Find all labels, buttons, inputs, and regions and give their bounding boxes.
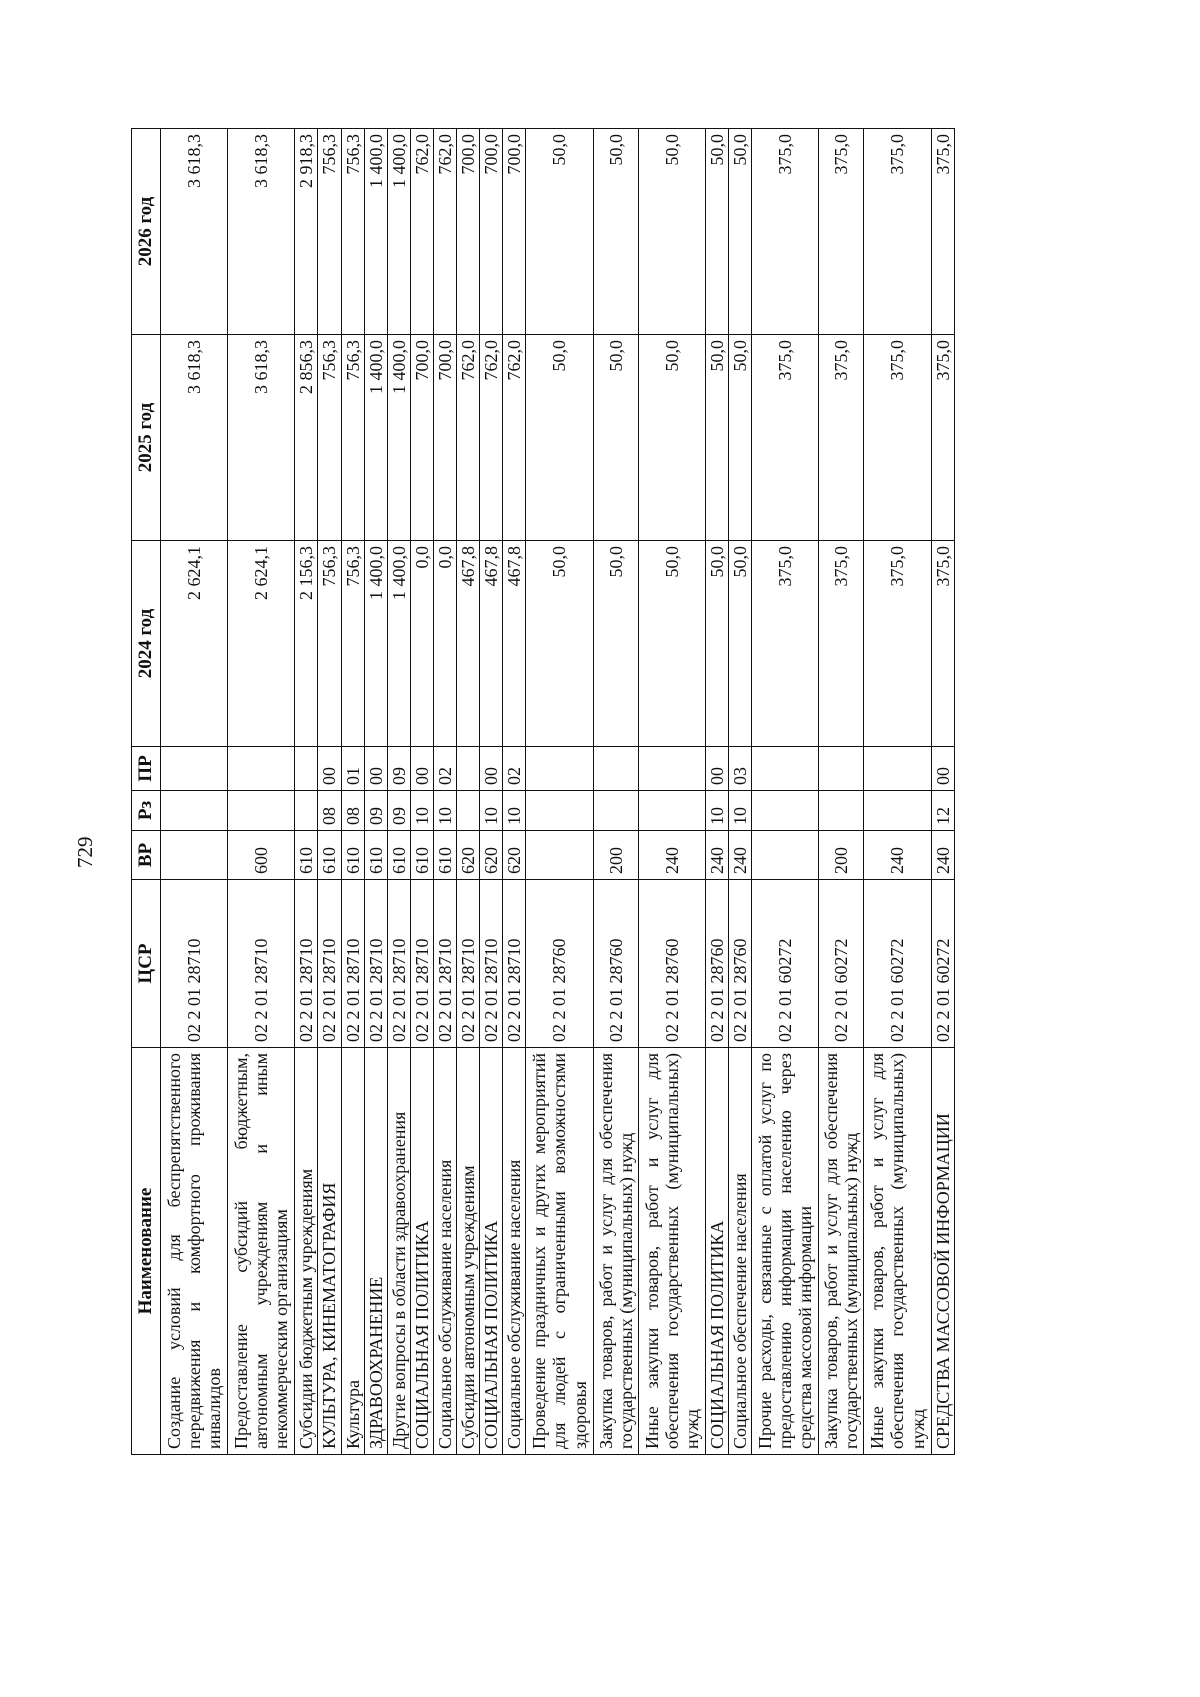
row-name: Иные закупки товаров, работ и услуг для обеспечения государственных (муниципальных) нужд	[638, 1048, 705, 1455]
header-2026: 2026 год	[132, 129, 161, 335]
row-2025: 1 400,0	[364, 335, 387, 541]
table-row	[752, 129, 819, 1455]
row-2026: 50,0	[638, 129, 705, 335]
row-vr: 620	[503, 831, 526, 880]
table-row	[161, 129, 228, 1455]
row-pr: 03	[729, 747, 752, 791]
table-row	[410, 129, 433, 1455]
row-pr: 00	[480, 747, 503, 791]
row-2026: 700,0	[457, 129, 480, 335]
row-rz: 10	[705, 791, 728, 831]
row-2026: 1 400,0	[364, 129, 387, 335]
header-rz: Рз	[132, 791, 161, 831]
row-name: СОЦИАЛЬНАЯ ПОЛИТИКА	[410, 1048, 433, 1455]
row-2026: 700,0	[503, 129, 526, 335]
row-csr: 02 2 01 28710	[480, 880, 503, 1048]
table-row	[593, 129, 638, 1455]
row-2025: 50,0	[526, 335, 593, 541]
row-rz	[752, 791, 819, 831]
row-pr	[864, 747, 931, 791]
table-row	[526, 129, 593, 1455]
table-row	[864, 129, 931, 1455]
row-csr: 02 2 01 60272	[931, 880, 954, 1048]
row-2025: 2 856,3	[295, 335, 318, 541]
row-pr	[457, 747, 480, 791]
row-pr	[295, 747, 318, 791]
row-2025: 375,0	[864, 335, 931, 541]
row-2026: 375,0	[819, 129, 864, 335]
header-pr: ПР	[132, 747, 161, 791]
row-name: СРЕДСТВА МАССОВОЙ ИНФОРМАЦИИ	[931, 1048, 954, 1455]
row-2026: 50,0	[729, 129, 752, 335]
row-2026: 375,0	[864, 129, 931, 335]
row-2026: 756,3	[318, 129, 341, 335]
row-name: КУЛЬТУРА, КИНЕМАТОГРАФИЯ	[318, 1048, 341, 1455]
table-row	[434, 129, 457, 1455]
row-name: Социальное обслуживание населения	[503, 1048, 526, 1455]
row-vr: 610	[318, 831, 341, 880]
table-row	[503, 129, 526, 1455]
row-pr: 00	[931, 747, 954, 791]
row-name: ЗДРАВООХРАНЕНИЕ	[364, 1048, 387, 1455]
row-name: Предоставление субсидий бюджетным, автономным учреждениям и иным некоммерческим организациям	[228, 1048, 295, 1455]
row-2025: 762,0	[457, 335, 480, 541]
row-vr: 620	[480, 831, 503, 880]
row-rz: 08	[318, 791, 341, 831]
row-rz: 08	[341, 791, 364, 831]
row-2024: 1 400,0	[387, 541, 410, 747]
row-rz: 10	[729, 791, 752, 831]
row-vr	[161, 831, 228, 880]
row-2024: 2 624,1	[161, 541, 228, 747]
table-body	[161, 129, 955, 1455]
row-2025: 762,0	[480, 335, 503, 541]
row-2025: 375,0	[752, 335, 819, 541]
row-name: Социальное обслуживание населения	[434, 1048, 457, 1455]
row-vr: 610	[364, 831, 387, 880]
row-csr: 02 2 01 28760	[593, 880, 638, 1048]
row-2024: 375,0	[864, 541, 931, 747]
header-2024: 2024 год	[132, 541, 161, 747]
row-name: СОЦИАЛЬНАЯ ПОЛИТИКА	[480, 1048, 503, 1455]
table-row	[729, 129, 752, 1455]
table-row	[480, 129, 503, 1455]
row-name: Субсидии бюджетным учреждениям	[295, 1048, 318, 1455]
row-name: Закупка товаров, работ и услуг для обеспечения государственных (муниципальных) нужд	[593, 1048, 638, 1455]
row-2024: 50,0	[729, 541, 752, 747]
header-csr: ЦСР	[132, 880, 161, 1048]
row-2025: 50,0	[638, 335, 705, 541]
row-2026: 1 400,0	[387, 129, 410, 335]
row-2025: 3 618,3	[161, 335, 228, 541]
row-2024: 756,3	[318, 541, 341, 747]
row-rz	[526, 791, 593, 831]
row-2026: 50,0	[526, 129, 593, 335]
row-name: Проведение праздничных и других мероприятий для людей с ограниченными возможностями здоровья	[526, 1048, 593, 1455]
row-pr	[161, 747, 228, 791]
row-vr: 610	[434, 831, 457, 880]
row-name: СОЦИАЛЬНАЯ ПОЛИТИКА	[705, 1048, 728, 1455]
row-name: Субсидии автономным учреждениям	[457, 1048, 480, 1455]
row-rz	[228, 791, 295, 831]
row-csr: 02 2 01 28710	[318, 880, 341, 1048]
header-2025: 2025 год	[132, 335, 161, 541]
table-header	[132, 129, 161, 1455]
row-vr	[526, 831, 593, 880]
row-vr: 240	[705, 831, 728, 880]
row-2024: 375,0	[752, 541, 819, 747]
table-row	[638, 129, 705, 1455]
row-csr: 02 2 01 28710	[457, 880, 480, 1048]
row-pr	[593, 747, 638, 791]
row-2024: 2 156,3	[295, 541, 318, 747]
row-vr: 200	[819, 831, 864, 880]
row-vr: 240	[729, 831, 752, 880]
row-2026: 762,0	[410, 129, 433, 335]
row-pr: 00	[705, 747, 728, 791]
row-2024: 50,0	[705, 541, 728, 747]
row-name: Культура	[341, 1048, 364, 1455]
row-vr	[752, 831, 819, 880]
row-vr: 610	[387, 831, 410, 880]
row-rz: 10	[434, 791, 457, 831]
row-csr: 02 2 01 60272	[819, 880, 864, 1048]
row-2026: 762,0	[434, 129, 457, 335]
row-2026: 700,0	[480, 129, 503, 335]
table-row	[228, 129, 295, 1455]
row-name: Создание условий для беспрепятственного передвижения и комфортного проживания инвалидов	[161, 1048, 228, 1455]
row-csr: 02 2 01 28710	[341, 880, 364, 1048]
row-pr	[526, 747, 593, 791]
row-rz: 09	[387, 791, 410, 831]
row-2025: 3 618,3	[228, 335, 295, 541]
row-2026: 756,3	[341, 129, 364, 335]
row-pr	[228, 747, 295, 791]
budget-table	[131, 128, 955, 1455]
page-number: 729	[73, 836, 97, 868]
row-rz: 10	[503, 791, 526, 831]
row-2026: 50,0	[705, 129, 728, 335]
row-rz: 09	[364, 791, 387, 831]
row-2026: 3 618,3	[228, 129, 295, 335]
row-2024: 50,0	[526, 541, 593, 747]
row-name: Другие вопросы в области здравоохранения	[387, 1048, 410, 1455]
row-rz	[819, 791, 864, 831]
row-2024: 467,8	[457, 541, 480, 747]
row-2025: 375,0	[819, 335, 864, 541]
row-csr: 02 2 01 28760	[705, 880, 728, 1048]
row-csr: 02 2 01 28710	[410, 880, 433, 1048]
row-rz	[593, 791, 638, 831]
row-2025: 756,3	[318, 335, 341, 541]
table-row	[931, 129, 954, 1455]
row-rz: 10	[410, 791, 433, 831]
row-2024: 375,0	[819, 541, 864, 747]
row-vr: 600	[228, 831, 295, 880]
row-2024: 467,8	[503, 541, 526, 747]
row-csr: 02 2 01 28710	[387, 880, 410, 1048]
header-name: Наименование	[132, 1048, 161, 1455]
row-2025: 1 400,0	[387, 335, 410, 541]
table-row	[364, 129, 387, 1455]
table-row	[457, 129, 480, 1455]
table-row	[295, 129, 318, 1455]
row-pr	[638, 747, 705, 791]
row-pr: 00	[364, 747, 387, 791]
row-2025: 50,0	[705, 335, 728, 541]
row-rz	[457, 791, 480, 831]
row-pr: 00	[410, 747, 433, 791]
row-pr: 02	[434, 747, 457, 791]
table-row	[318, 129, 341, 1455]
row-csr: 02 2 01 28710	[434, 880, 457, 1048]
row-2025: 700,0	[410, 335, 433, 541]
row-2024: 50,0	[593, 541, 638, 747]
row-2024: 467,8	[480, 541, 503, 747]
row-csr: 02 2 01 28710	[503, 880, 526, 1048]
row-2026: 375,0	[931, 129, 954, 335]
row-csr: 02 2 01 28710	[295, 880, 318, 1048]
row-2025: 50,0	[729, 335, 752, 541]
rotated-table-frame	[131, 129, 955, 1455]
table-row	[341, 129, 364, 1455]
row-vr: 240	[638, 831, 705, 880]
row-name: Социальное обеспечение населения	[729, 1048, 752, 1455]
row-vr: 240	[864, 831, 931, 880]
row-vr: 610	[295, 831, 318, 880]
row-pr	[752, 747, 819, 791]
row-2024: 2 624,1	[228, 541, 295, 747]
row-2024: 0,0	[410, 541, 433, 747]
row-name: Закупка товаров, работ и услуг для обеспечения государственных (муниципальных) нужд	[819, 1048, 864, 1455]
row-rz: 12	[931, 791, 954, 831]
row-2024: 756,3	[341, 541, 364, 747]
row-csr: 02 2 01 28710	[161, 880, 228, 1048]
row-2025: 50,0	[593, 335, 638, 541]
row-rz	[295, 791, 318, 831]
row-pr	[819, 747, 864, 791]
row-rz: 10	[480, 791, 503, 831]
row-csr: 02 2 01 28710	[228, 880, 295, 1048]
row-csr: 02 2 01 28760	[526, 880, 593, 1048]
row-2024: 0,0	[434, 541, 457, 747]
row-rz	[864, 791, 931, 831]
row-csr: 02 2 01 60272	[752, 880, 819, 1048]
row-pr: 01	[341, 747, 364, 791]
row-csr: 02 2 01 60272	[864, 880, 931, 1048]
row-vr: 240	[931, 831, 954, 880]
row-2025: 700,0	[434, 335, 457, 541]
table-row	[819, 129, 864, 1455]
row-pr: 02	[503, 747, 526, 791]
row-2025: 762,0	[503, 335, 526, 541]
table-row	[705, 129, 728, 1455]
row-name: Иные закупки товаров, работ и услуг для обеспечения государственных (муниципальных) нужд	[864, 1048, 931, 1455]
row-2026: 375,0	[752, 129, 819, 335]
row-vr: 200	[593, 831, 638, 880]
row-2025: 375,0	[931, 335, 954, 541]
row-pr: 09	[387, 747, 410, 791]
row-csr: 02 2 01 28760	[729, 880, 752, 1048]
row-vr: 610	[341, 831, 364, 880]
row-rz	[161, 791, 228, 831]
row-2024: 1 400,0	[364, 541, 387, 747]
table-row	[387, 129, 410, 1455]
row-2024: 375,0	[931, 541, 954, 747]
row-vr: 610	[410, 831, 433, 880]
header-vr: ВР	[132, 831, 161, 880]
row-pr: 00	[318, 747, 341, 791]
row-2025: 756,3	[341, 335, 364, 541]
row-2026: 2 918,3	[295, 129, 318, 335]
row-rz	[638, 791, 705, 831]
row-csr: 02 2 01 28760	[638, 880, 705, 1048]
row-name: Прочие расходы, связанные с оплатой услуг по предоставлению информации населению через средства массовой информации	[752, 1048, 819, 1455]
row-vr: 620	[457, 831, 480, 880]
row-csr: 02 2 01 28710	[364, 880, 387, 1048]
row-2026: 3 618,3	[161, 129, 228, 335]
row-2024: 50,0	[638, 541, 705, 747]
row-2026: 50,0	[593, 129, 638, 335]
header-row	[132, 129, 161, 1455]
